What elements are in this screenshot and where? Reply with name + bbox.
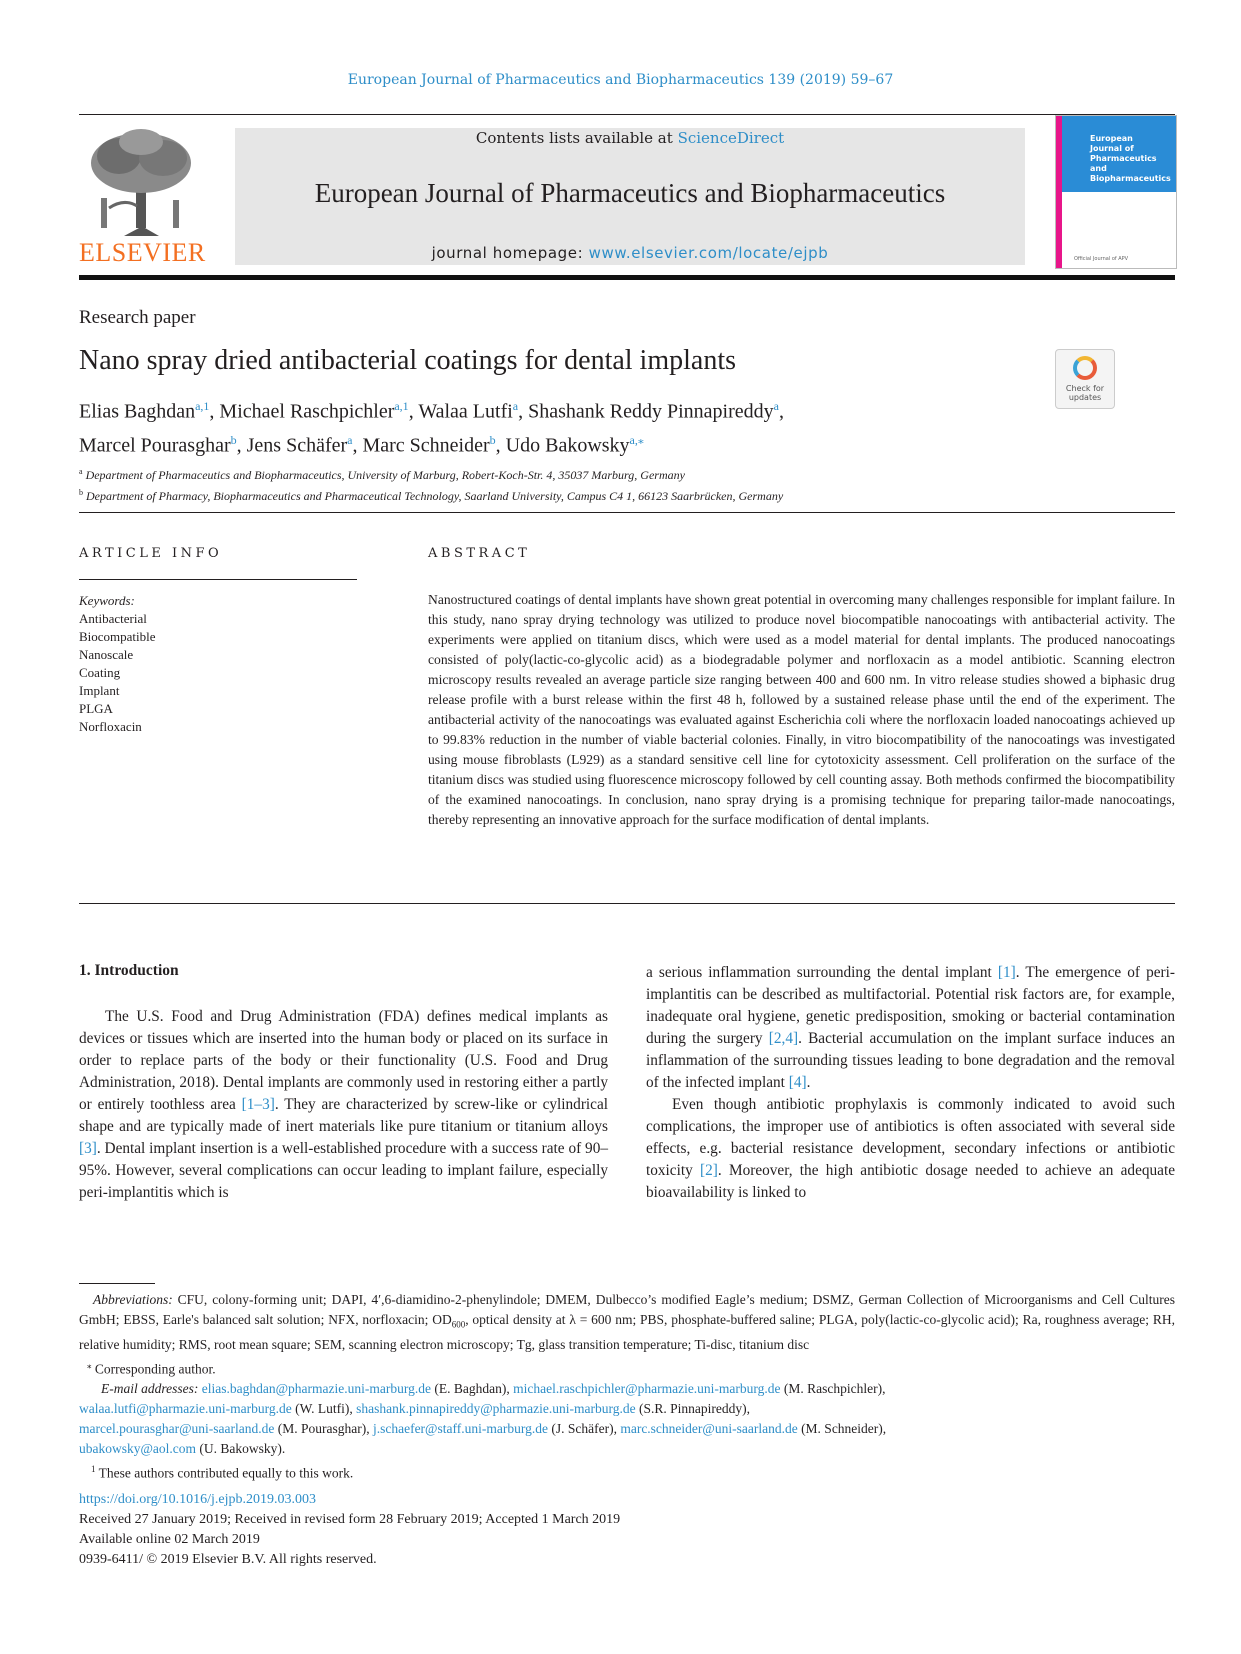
email-link[interactable]: elias.baghdan@pharmazie.uni-marburg.de [201,1381,431,1397]
author-sup[interactable]: a [512,399,519,413]
email-link[interactable]: j.schaefer@staff.uni-marburg.de [372,1421,548,1437]
email-owner: (E. Baghdan), [434,1381,510,1397]
abbreviations-footnote [79,1290,1175,1355]
author-sup[interactable]: a [773,399,779,413]
email-owner: (M. Schneider), [801,1421,887,1437]
author-name[interactable]: Marcel Pourasghar [79,434,231,457]
article-type: Research paper [79,307,196,328]
keyword-item: Norfloxacin [79,719,142,734]
email-owner: (M. Raschpichler), [783,1381,886,1397]
body-text: . The emergence of peri-implantitis can be described as multifactorial. Potential risk factors are, for example, inadequate oral hygiene, genetic predisposition, smoking or bacterial contamination during the surgery [646,964,1175,1047]
email-link[interactable]: walaa.lutfi@pharmazie.uni-marburg.de [79,1401,292,1417]
abstract-rule [79,903,1175,904]
keyword-item: PLGA [79,701,113,716]
keyword-item: Nanoscale [79,647,134,662]
email-link[interactable]: marc.schneider@uni-saarland.de [620,1421,798,1437]
article-info-rule [79,579,357,580]
cover-footer: Official Journal of APV [1074,256,1129,262]
email-label: E-mail addresses: [101,1381,199,1397]
body-text: . They are characterized by screw-like or cylindrical shape and are typically made of inert materials like pure titanium or titanium alloys [79,1096,608,1135]
body-paragraph [79,1006,608,1204]
abbreviations-text: , optical density at λ = 600 nm; PBS, phosphate-buffered saline; PLGA, poly(lactic-co-glycolic acid); Ra, roughness average; RH, relative humidity; RMS, root mean square; SEM, scanning electron microscopy; Tg, glass transition temperature; Ti-disc, titanium disc [79,1312,1176,1352]
body-text: The U.S. Food and Drug Administration (FDA) defines medical implants as devices or tissues which are inserted into the human body or placed on its surface in order to replace parts of the body or their functionality (U.S. Food and Drug Administration, 2018). Dental implants are commonly used in restoring either a partly or entirely toothless area [79,1008,608,1113]
email-owner: (U. Bakowsky). [199,1441,286,1457]
author-name[interactable]: Michael Raschpichler [219,400,395,423]
affiliations [79,463,1079,505]
abstract-text: Nanostructured coatings of dental implants have shown great potential in overcoming many challenges responsible for implant failure. In this study, nano spray drying technology was utilized to produce novel biocompatible nanocoatings with antibacterial activity. The experiments were applied on titanium discs, which were used as a model material for dental implants. The produced nanocoatings consisted of poly(lactic-co-glycolic acid) as a biodegradable polymer and norfloxacin as a model antibiotic. Scanning electron microscopy results revealed an average particle size ranging between 400 and 600 nm. In vitro release studies showed a biphasic drug release profile with a burst release within the first 48 h, followed by a sustained release phase until the end of the experiment. The antibacterial activity of the nanocoatings was evaluated against Escherichia coli where the norfloxacin loaded nanocoatings achieved up to 99.83% reduction in the number of viable bacterial colonies. Finally, in vitro biocompatibility of the nanocoatings was investigated using mouse fibroblasts (L929) as a standard sensitive cell line for cytotoxicity assessment. Cell proliferation on the surface of the titanium discs was studied using fluorescence microscopy followed by cell counting assay. Both methods confirmed the biocompatibility of the examined nanocoatings. In conclusion, nano spray drying is a promising technique for preparing tailor-made nanocoatings, thereby representing an innovative approach for the surface modification of dental implants. [428,592,1175,827]
article-title: Nano spray dried antibacterial coatings for dental implants [79,345,737,376]
corresponding-text: Corresponding author. [94,1361,216,1377]
body-column-right [646,962,1175,1204]
footnotes [79,1290,1175,1484]
email-owner: (S.R. Pinnapireddy), [638,1401,750,1417]
abbreviations-text: CFU, colony-forming unit; DAPI, 4′,6-diamidino-2-phenylindole; DMEM, Dulbecco’s modified Eagle’s medium; DSMZ, German Collection of Microorganisms and Cell Cultures GmbH; EBSS, Earle's balanced salt solution; NFX, norfloxacin; OD [79,1292,1175,1327]
sciencedirect-link[interactable]: ScienceDirect [677,129,785,147]
author-name[interactable]: Marc Schneider [362,434,490,457]
cover-stripe [1056,116,1062,268]
elsevier-logo [79,128,204,268]
body-text: . [806,1074,811,1091]
contents-prefix: Contents lists available at [475,129,673,147]
author-name[interactable]: Shashank Reddy Pinnapireddy [528,400,774,423]
body-text: . Dental implant insertion is a well-established procedure with a success rate of 90–95%. However, several complications can occur leading to implant failure, especially peri-implantitis which is [79,1140,608,1201]
reference-link[interactable]: [1] [997,964,1016,981]
header-top-rule [79,114,1175,115]
reference-link[interactable]: [1–3] [241,1096,275,1113]
keyword-item: Antibacterial [79,611,147,626]
journal-cover-image [1055,115,1177,269]
affiliation-a [79,463,1079,484]
author-list: Elias Baghdan$^{a,1}$, Michael Raschpichler$^{a,1}$, Walaa Lutfi$^a$, Shashank Reddy Pinnapireddy$^a$, Marcel Pourasghar$^b$, Jens Schäfer$^a$, Marc Schneider$^b$, Udo Bakowsky$^{a,⁎}$ [79,399,784,457]
crossmark-icon [1073,356,1097,380]
corresponding-author-note [79,1355,1175,1380]
email-owner: (M. Pourasghar), [277,1421,370,1437]
body-paragraph [646,1094,1175,1204]
author-sup[interactable]: a [347,432,353,447]
reference-link[interactable]: [2,4] [768,1030,799,1047]
journal-banner [235,128,1025,265]
author-sup[interactable]: a,1 [195,399,210,413]
doi-link[interactable]: https://doi.org/10.1016/j.ejpb.2019.03.003 [79,1492,316,1507]
affiliation-b [79,484,1079,505]
author-sup[interactable]: b [489,432,496,447]
keywords-list [79,592,156,736]
homepage-line [235,244,1025,262]
author-name[interactable]: Walaa Lutfi [418,400,513,423]
equal-contribution-note [79,1459,1175,1484]
copyright: 0939-6411/ © 2019 Elsevier B.V. All rights reserved. [79,1552,377,1567]
elsevier-wordmark: ELSEVIER [79,238,206,267]
section-heading-introduction: 1. Introduction [79,962,179,979]
cover-title-line: Pharmaceutics and [1090,154,1157,173]
reference-link[interactable]: [3] [79,1140,97,1157]
footnote-mark: 1 [91,1464,96,1475]
email-addresses [79,1379,1175,1459]
journal-name: European Journal of Pharmaceutics and Biopharmaceutics [314,178,946,208]
email-link[interactable]: shashank.pinnapireddy@pharmazie.uni-marburg.de [356,1401,636,1417]
author-name[interactable]: Jens Schäfer [246,434,348,457]
affiliation-sup: a [79,467,83,476]
homepage-prefix: journal homepage: [431,244,584,262]
body-text: Even though antibiotic prophylaxis is commonly indicated to avoid such complications, the improper use of antibiotics is often associated with several side effects, e.g. bacterial resistance development, secondary infections or antibiotic toxicity [646,1096,1175,1179]
abbreviations-subscript: 600 [451,1319,466,1330]
cover-title-line: European [1090,134,1133,143]
article-metadata [79,1490,620,1570]
email-owner: (J. Schäfer), [551,1421,617,1437]
author-name[interactable]: Udo Bakowsky [505,434,630,457]
affiliation-text: Department of Pharmacy, Biopharmaceutics and Pharmaceutical Technology, Saarland University, Campus C4 1, 66123 Saarbrücken, Germany [86,489,784,503]
crossmark-label: Check for updates [1065,384,1105,402]
reference-link[interactable]: [2] [700,1162,718,1179]
keyword-item: Implant [79,683,120,698]
body-text: . Bacterial accumulation on the implant surface induces an inflammation of the surrounding tissues leading to bone degradation and the removal of the infected implant [646,1030,1175,1091]
keyword-item: Coating [79,665,121,680]
keyword-item: Biocompatible [79,629,156,644]
body-paragraph [646,962,1175,1094]
asterisk-mark: ⁎ [87,1359,92,1370]
author-sup[interactable]: b [230,432,237,447]
cover-title [1090,134,1172,184]
abstract-heading: ABSTRACT [428,546,531,561]
journal-homepage-link[interactable]: www.elsevier.com/locate/ejpb [588,244,829,262]
author-sup[interactable]: a,1 [394,399,409,413]
body-text: . Moreover, the high antibiotic dosage needed to achieve an adequate bioavailability is linked to [646,1162,1175,1201]
affiliation-text: Department of Pharmaceutics and Biopharmaceutics, University of Marburg, Robert-Koch-Str. 4, 35037 Marburg, Germany [85,468,685,482]
check-for-updates-button[interactable] [1055,349,1115,409]
abbreviations-label: Abbreviations: [93,1292,173,1307]
body-text: a serious inflammation surrounding the dental implant [646,964,998,981]
email-link[interactable]: marcel.pourasghar@uni-saarland.de [79,1421,275,1437]
email-owner: (W. Lutfi), [295,1401,353,1417]
author-name[interactable]: Elias Baghdan [79,400,196,423]
header-bottom-rule [79,275,1175,280]
keywords-label: Keywords: [79,593,135,608]
body-column-left [79,1006,608,1204]
article-info-heading: ARTICLE INFO [79,546,223,561]
affiliations-rule [79,512,1175,513]
cover-title-line: Journal of [1090,144,1134,153]
received-dates: Received 27 January 2019; Received in revised form 28 February 2019; Accepted 1 March 2019 [79,1512,621,1527]
email-link[interactable]: ubakowsky@aol.com [79,1441,197,1457]
reference-link[interactable]: [4] [788,1074,807,1091]
elsevier-tree-icon [79,128,204,238]
equal-contribution-text: These authors contributed equally to this work. [98,1465,354,1481]
cover-title-line: Biopharmaceutics [1090,174,1171,183]
author-sup[interactable]: a,⁎ [629,432,644,447]
footnote-rule [79,1283,155,1284]
contents-line [235,129,1025,147]
email-link[interactable]: michael.raschpichler@pharmazie.uni-marburg.de [513,1381,781,1397]
affiliation-sup: b [79,488,83,497]
available-online: Available online 02 March 2019 [79,1532,260,1547]
journal-citation-link[interactable]: European Journal of Pharmaceutics and Biopharmaceutics 139 (2019) 59–67 [347,72,894,88]
